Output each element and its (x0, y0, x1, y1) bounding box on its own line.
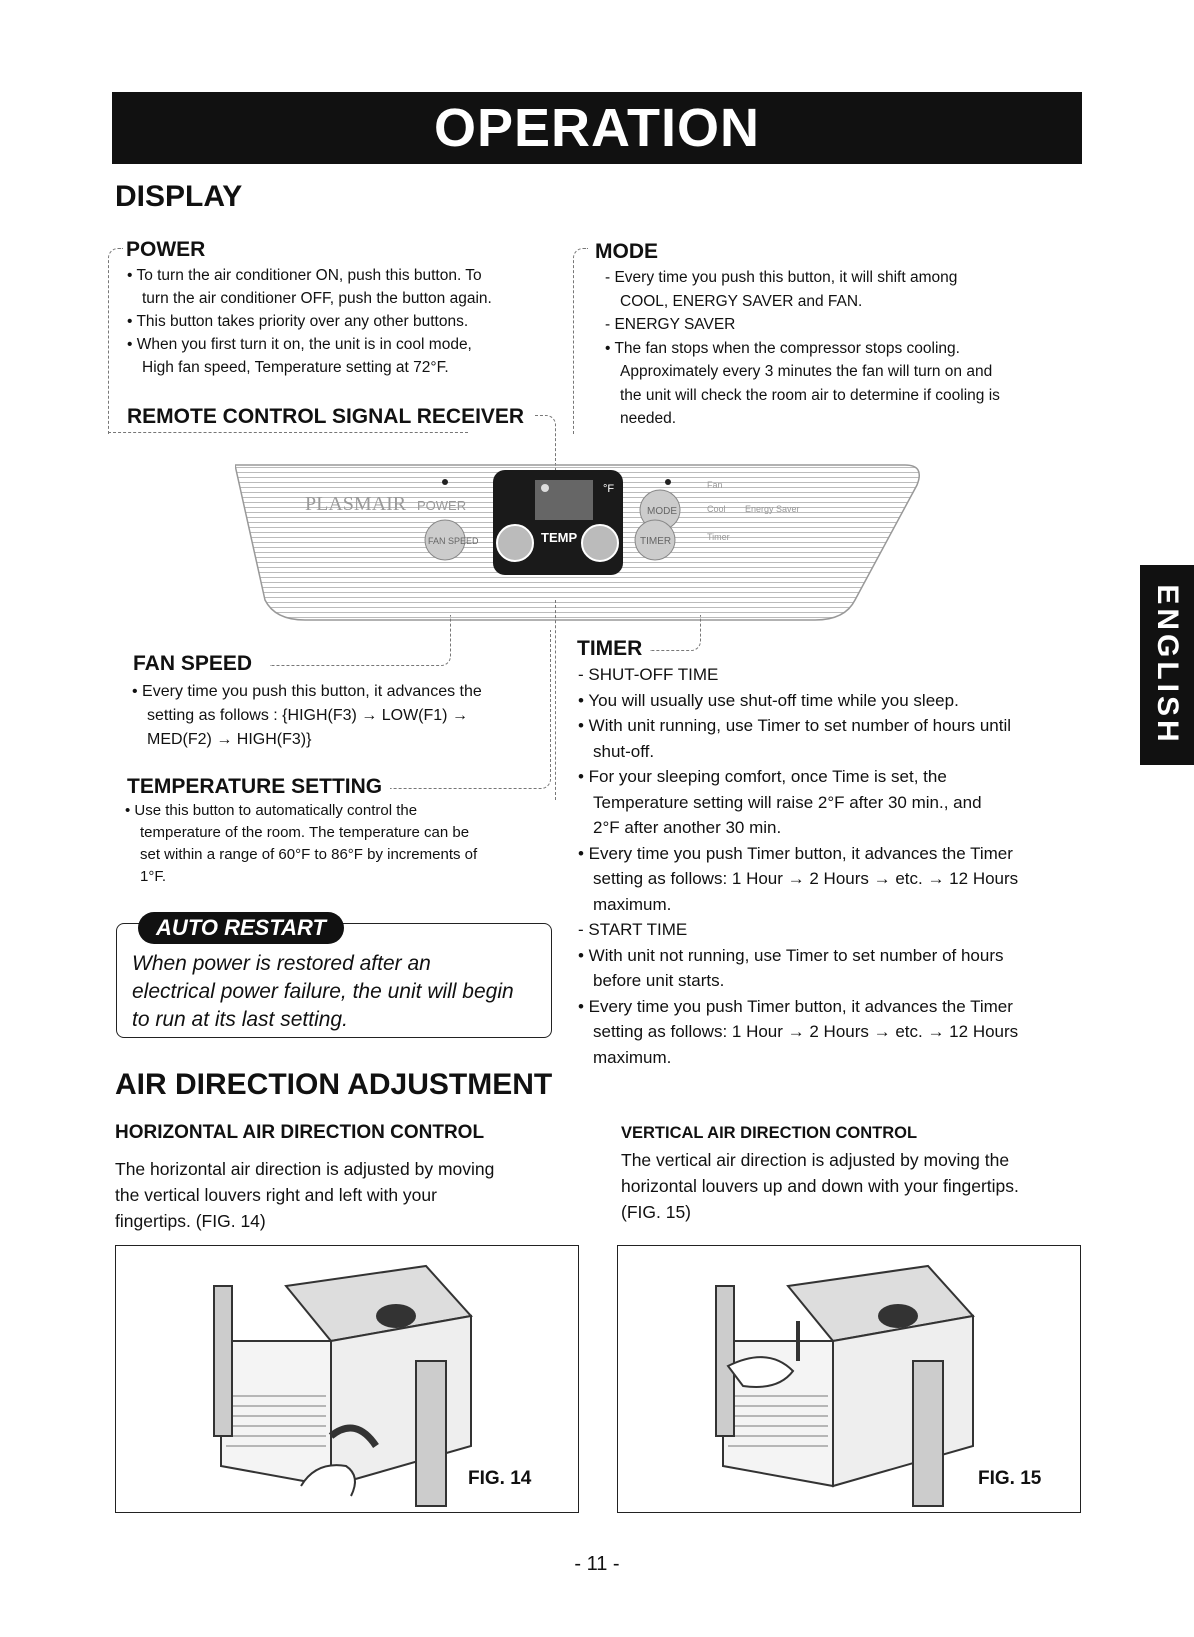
temp-down-button[interactable] (497, 525, 533, 561)
figure-14 (115, 1245, 579, 1513)
timer-line: - START TIME (578, 920, 688, 939)
temperature-line: set within a range of 60°F to 86°F by increments of (140, 846, 478, 863)
language-tab (1140, 565, 1194, 765)
figure-15 (617, 1245, 1081, 1513)
power-line: High fan speed, Temperature setting at 72°F. (142, 359, 449, 376)
horizontal-line: The horizontal air direction is adjusted by moving (115, 1159, 495, 1179)
temperature-line: temperature of the room. The temperature can be (140, 824, 470, 841)
auto-restart-text (132, 950, 514, 1034)
page-banner: OPERATION (112, 92, 1082, 164)
power-line: • To turn the air conditioner ON, push this button. To (127, 267, 482, 284)
timer-line: • Every time you push Timer button, it advances the Timer (578, 996, 1013, 1016)
mode-line: the unit will check the room air to determine if cooling is (620, 386, 1000, 404)
legend-fan: Fan (707, 480, 723, 490)
legend-timer: Timer (707, 532, 730, 542)
power-title: POWER (126, 238, 206, 261)
temp-up-button[interactable] (582, 525, 618, 561)
vertical-line: The vertical air direction is adjusted by moving the (621, 1150, 1010, 1170)
mode-line: - Every time you push this button, it will shift among (605, 269, 958, 286)
timer-line: before unit starts. (593, 971, 725, 990)
mode-line: Approximately every 3 minutes the fan will turn on and (620, 363, 993, 380)
power-text (127, 264, 492, 379)
vertical-line: (FIG. 15) (621, 1202, 692, 1222)
vertical-line: horizontal louvers up and down with your fingertips. (621, 1176, 1019, 1196)
timer-line: • Every time you push Timer button, it advances the Timer (578, 843, 1013, 863)
language-tab-label: ENGLISH (1151, 584, 1184, 746)
temperature-text (125, 800, 477, 888)
timer-text (578, 662, 1018, 1070)
timer-button-label: TIMER (640, 536, 672, 547)
figure-15-label: FIG. 15 (978, 1468, 1042, 1489)
control-panel-illustration (235, 440, 935, 630)
brand-logo: PLASMAIR (305, 493, 407, 515)
air-direction-heading: AIR DIRECTION ADJUSTMENT (115, 1068, 553, 1101)
temperature-line: • Use this button to automatically control the (125, 802, 418, 819)
timer-line: maximum. (593, 894, 672, 914)
timer-line: maximum. (593, 1047, 672, 1067)
timer-line: • With unit not running, use Timer to set number of hours (578, 945, 1004, 965)
timer-line: • With unit running, use Timer to set number of hours until (578, 716, 1012, 735)
mode-title: MODE (595, 240, 658, 263)
mode-line: needed. (620, 410, 677, 427)
timer-line: Temperature setting will raise 2°F after 30 min., and (593, 792, 982, 812)
remote-sensor-icon (541, 484, 549, 492)
mode-indicator (665, 479, 671, 485)
mode-button-label: MODE (647, 506, 677, 517)
power-line: turn the air conditioner OFF, push the button again. (142, 290, 492, 307)
vertical-control-title: VERTICAL AIR DIRECTION CONTROL (621, 1124, 918, 1142)
timer-line (650, 615, 701, 651)
display-heading: DISPLAY (115, 180, 243, 213)
timer-line: setting as follows: 1 Hour → 2 Hours → etc. → 12 Hours (593, 1022, 1019, 1041)
power-line: • When you first turn it on, the unit is in cool mode, (127, 336, 472, 353)
timer-line: - SHUT-OFF TIME (578, 665, 719, 684)
timer-divider (555, 600, 556, 800)
temperature-setting-title: TEMPERATURE SETTING (127, 775, 383, 798)
temperature-line (390, 630, 551, 789)
mode-line: • The fan stops when the compressor stops cooling. (605, 339, 960, 357)
remote-line (108, 432, 468, 433)
temperature-line: 1°F. (140, 868, 167, 885)
mode-line: COOL, ENERGY SAVER and FAN. (620, 292, 863, 310)
fan-speed-line: setting as follows : {HIGH(F3) → LOW(F1) → (147, 707, 468, 724)
legend-energy-saver: Energy Saver (745, 504, 800, 514)
auto-restart-line: to run at its last setting. (132, 1008, 348, 1031)
power-line: • This button takes priority over any other buttons. (127, 313, 469, 330)
auto-restart-title: AUTO RESTART (138, 912, 344, 944)
mode-line: - ENERGY SAVER (605, 316, 736, 333)
auto-restart-line: electrical power failure, the unit will begin (132, 980, 514, 1003)
timer-line: shut-off. (593, 741, 655, 761)
power-bracket (108, 248, 123, 434)
fan-speed-line: • Every time you push this button, it advances the (132, 683, 482, 700)
remote-receiver-title: REMOTE CONTROL SIGNAL RECEIVER (127, 405, 525, 428)
timer-line: 2°F after another 30 min. (593, 818, 782, 837)
unit-label: °F (603, 483, 615, 495)
horizontal-control-text (115, 1156, 494, 1234)
timer-line: • You will usually use shut-off time while you sleep. (578, 690, 959, 710)
timer-line: setting as follows: 1 Hour → 2 Hours → etc. → 12 Hours (593, 869, 1019, 888)
horizontal-control-title: HORIZONTAL AIR DIRECTION CONTROL (115, 1122, 485, 1143)
horizontal-line: the vertical louvers right and left with your (115, 1185, 437, 1205)
page-number: - 11 - (574, 1553, 620, 1575)
timer-line: • For your sleeping comfort, once Time is set, the (578, 767, 947, 786)
mode-bracket (573, 248, 588, 434)
temp-label: TEMP (541, 530, 578, 545)
mode-text (605, 266, 1000, 431)
timer-title: TIMER (577, 637, 643, 660)
fan-speed-line: MED(F2) → HIGH(F3)} (147, 731, 312, 748)
fan-speed-button-label: FAN SPEED (428, 536, 479, 546)
legend-cool: Cool (707, 504, 726, 514)
fan-speed-title: FAN SPEED (133, 652, 253, 675)
figure-14-label: FIG. 14 (468, 1468, 532, 1489)
power-indicator (442, 479, 448, 485)
horizontal-line: fingertips. (FIG. 14) (115, 1211, 266, 1231)
vertical-control-text (621, 1147, 1019, 1225)
power-button-label: POWER (417, 498, 467, 513)
auto-restart-line: When power is restored after an (132, 952, 431, 975)
